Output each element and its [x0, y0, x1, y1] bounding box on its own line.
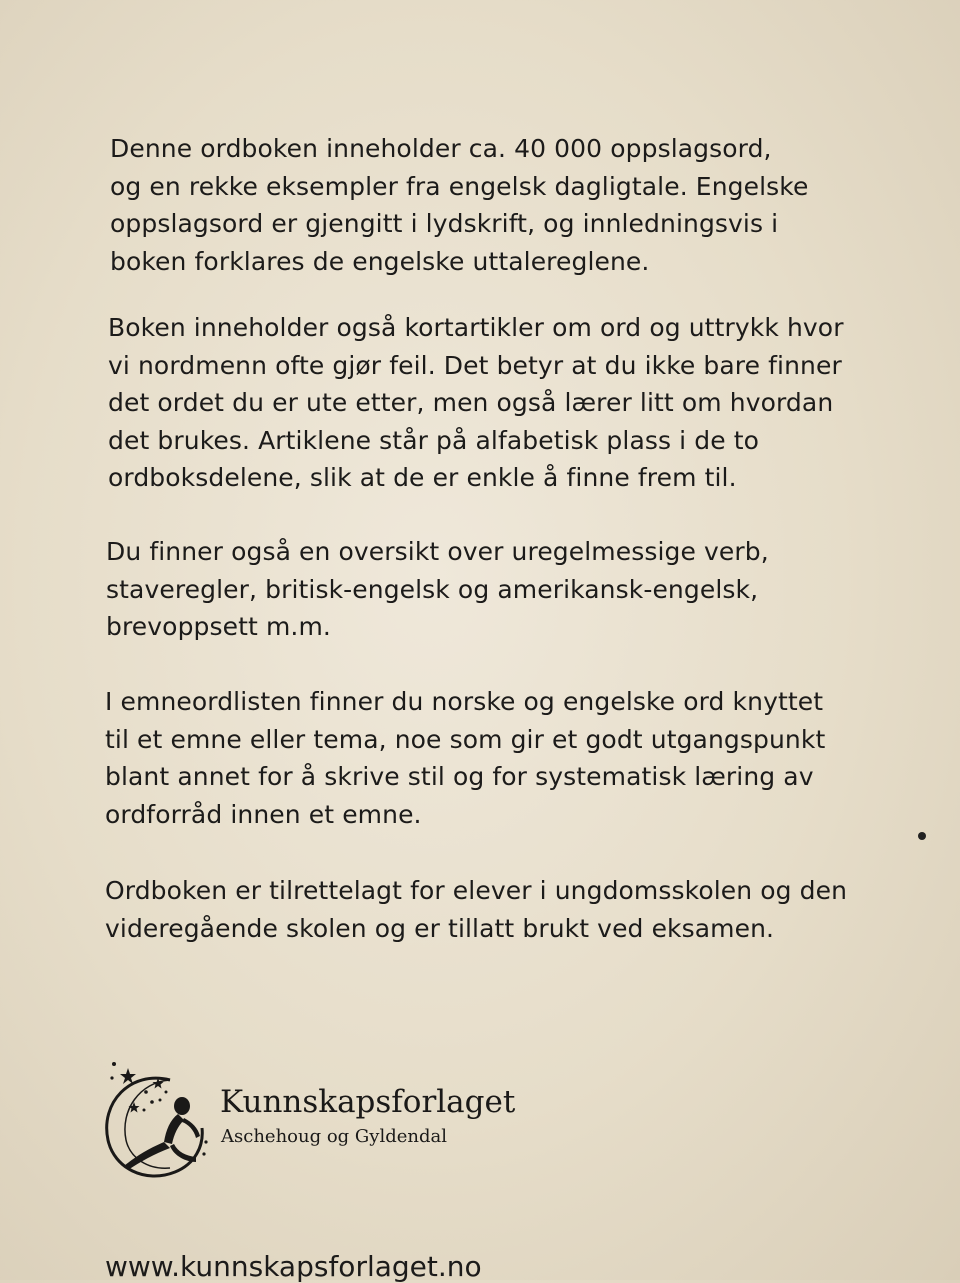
text-line: I emneordlisten finner du norske og engelske ord knyttet [105, 687, 824, 716]
text-line: blant annet for å skrive stil og for systematisk læring av [105, 762, 814, 791]
text-line: Boken inneholder også kortartikler om ord og uttrykk hvor [108, 313, 844, 342]
paragraph-intro [110, 130, 808, 280]
paragraph-topic-list [105, 683, 825, 833]
text-line: det brukes. Artiklene står på alfabetisk plass i de to [108, 425, 760, 455]
paper-speck [918, 832, 926, 840]
text-line: oppslagsord er gjengitt i lydskrift, og innledningsvis i [110, 209, 779, 238]
text-line: brevoppsett m.m. [106, 612, 331, 641]
text-line: Denne ordboken inneholder ca. 40 000 oppslagsord, [110, 134, 772, 163]
text-line: vi nordmenn ofte gjør feil. Det betyr at du ikke bare finner [108, 350, 842, 380]
publisher-name: Kunnskapsforlaget [220, 1084, 516, 1120]
paragraph-overview [106, 533, 769, 646]
text-line: Du finner også en oversikt over uregelmessige verb, [106, 537, 769, 566]
text-line: og en rekke eksempler fra engelsk dagligtale. Engelske [110, 171, 809, 201]
moon-figure-stars-logo-icon [100, 1058, 210, 1184]
text-line: boken forklares de engelske uttalereglene. [110, 246, 650, 276]
text-line: ordboksdelene, slik at de er enkle å finne frem til. [108, 463, 737, 492]
text-line: det ordet du er ute etter, men også lærer litt om hvordan [108, 388, 834, 417]
paragraph-articles [108, 309, 844, 497]
publisher-subtitle: Aschehoug og Gyldendal [221, 1126, 447, 1147]
text-line: staveregler, britisk-engelsk og amerikansk-engelsk, [106, 574, 759, 604]
text-line: til et emne eller tema, noe som gir et godt utgangspunkt [105, 724, 826, 754]
publisher-logo-block [100, 1058, 540, 1188]
text-line: ordforråd innen et emne. [105, 799, 422, 829]
publisher-website: www.kunnskapsforlaget.no [105, 1250, 482, 1283]
text-line: videregående skolen og er tillatt brukt ved eksamen. [105, 913, 775, 943]
text-line: Ordboken er tilrettelagt for elever i ungdomsskolen og den [105, 876, 848, 905]
paragraph-audience [105, 872, 847, 947]
